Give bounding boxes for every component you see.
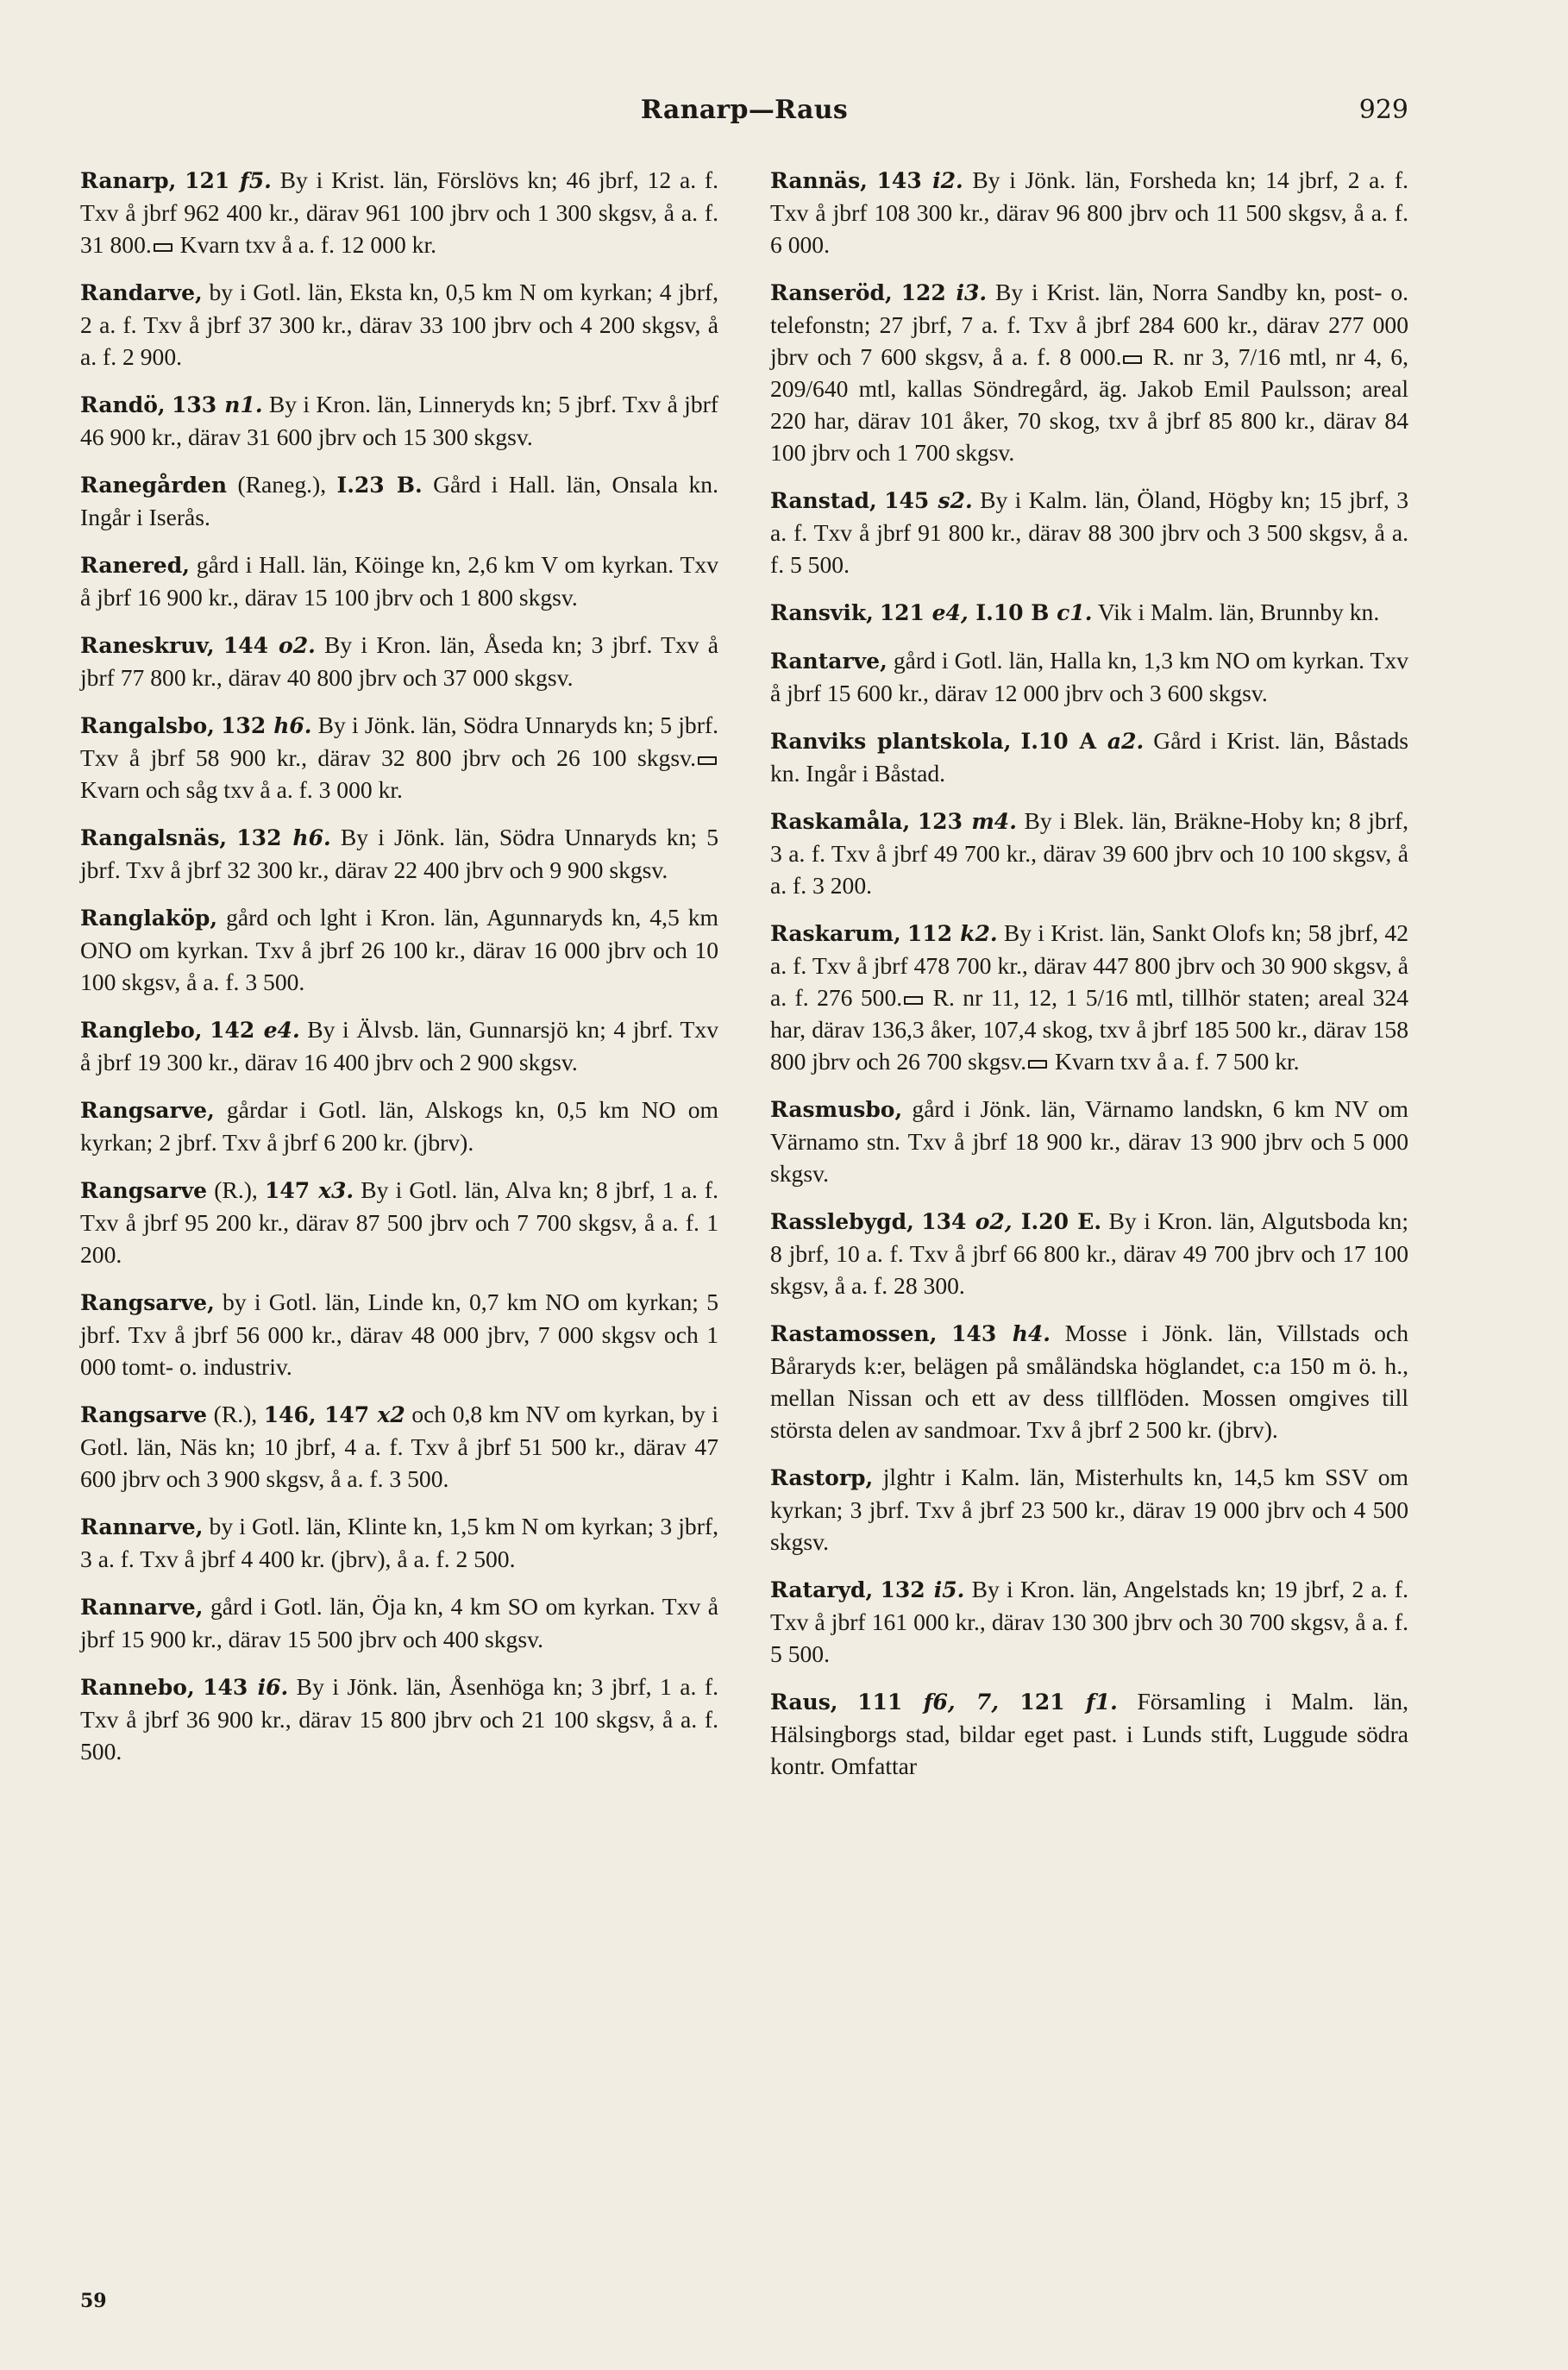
mill-symbol-icon bbox=[1123, 355, 1142, 364]
map-square: x3. bbox=[318, 1178, 354, 1203]
gazetteer-entry bbox=[770, 596, 1408, 629]
entry-text: gård i Jönk. län, Värnamo landskn, 6 km NV om Värnamo stn. Txv å jbrf 18 900 kr., därav 13 900 jbrv och 5 000 skgsv. bbox=[770, 1095, 1409, 1187]
entry-text: by i Gotl. län, Eksta kn, 0,5 km N om kyrkan; 4 jbrf, 2 a. f. Txv å jbrf 37 300 kr., därav 33 100 jbrv och 4 200 skgsv, å a. f. 2 900. bbox=[80, 279, 718, 370]
entry-headword: Ranseröd, bbox=[770, 280, 893, 305]
map-square: e4. bbox=[263, 1018, 300, 1043]
entry-text: gård i Gotl. län, Öja kn, 4 km SO om kyrkan. Txv å jbrf 15 900 kr., därav 15 500 jbrv och 400 skgsv. bbox=[80, 1593, 718, 1652]
map-reference: 122 bbox=[900, 280, 956, 305]
map-square: i2. bbox=[932, 168, 963, 193]
gazetteer-entry bbox=[770, 805, 1408, 901]
entry-headword: Ranglebo, bbox=[80, 1018, 203, 1043]
map-square: h4. bbox=[1012, 1321, 1051, 1346]
map-reference: 144 bbox=[223, 633, 279, 658]
gazetteer-entry bbox=[80, 164, 718, 260]
running-head: Ranarp—Raus bbox=[640, 95, 849, 125]
entry-text: By i Krist. län, Förslövs kn; 46 jbrf, 12 a. f. Txv å jbrf 962 400 kr., därav 961 100 jbrv och 1 300 skgsv, å a. f. 31 800. bbox=[80, 166, 719, 258]
gazetteer-entry bbox=[770, 1205, 1408, 1301]
map-square: f1. bbox=[1086, 1690, 1118, 1715]
entry-text: By i Jönk. län, Södra Unnaryds kn; 5 jbrf. Txv å jbrf 58 900 kr., därav 32 800 jbrv och 26 100 skgsv. bbox=[80, 712, 719, 771]
map-square: m4. bbox=[971, 809, 1017, 834]
entry-headword: Rannarve, bbox=[80, 1595, 204, 1620]
map-square: i6. bbox=[257, 1675, 289, 1700]
entry-text: Gård i Krist. län, Båstads kn. Ingår i Båstad. bbox=[770, 727, 1408, 787]
map-reference: 147 bbox=[264, 1178, 319, 1203]
entry-headword: Rangsarve bbox=[80, 1402, 208, 1427]
entry-headword: Rastamossen, bbox=[770, 1321, 938, 1346]
map-reference: 111 bbox=[857, 1690, 924, 1715]
map-reference: I.10 B bbox=[975, 600, 1057, 625]
entry-text: By i Blek. län, Bräkne-Hoby kn; 8 jbrf, 3 a. f. Txv å jbrf 49 700 kr., därav 39 600 jbrv och 10 100 skgsv, å a. f. 3 200. bbox=[770, 807, 1408, 899]
entry-text: Församling i Malm. län, Hälsingborgs stad, bildar eget past. i Lunds stift, Luggude södra kontr. Omfattar bbox=[770, 1688, 1408, 1779]
map-square: e4, bbox=[931, 600, 976, 625]
gazetteer-entry bbox=[80, 1174, 718, 1270]
entry-text: by i Gotl. län, Klinte kn, 1,5 km N om kyrkan; 3 jbrf, 3 a. f. Txv å jbrf 4 400 kr. (jbrv), å a. f. 2 500. bbox=[80, 1513, 718, 1572]
entry-text: jlghtr i Kalm. län, Misterhults kn, 14,5 km SSV om kyrkan; 3 jbrf. Txv å jbrf 23 500 kr., därav 19 000 jbrv och 4 500 skgsv. bbox=[770, 1464, 1408, 1555]
entry-headword: Rannebo, bbox=[80, 1675, 195, 1700]
map-reference: 123 bbox=[917, 809, 972, 834]
map-square: h6. bbox=[273, 713, 312, 738]
page-header bbox=[80, 95, 1408, 138]
gazetteer-entry bbox=[80, 1286, 718, 1382]
map-reference: 143 bbox=[951, 1321, 1013, 1346]
entry-headword: Rasslebygd, bbox=[770, 1209, 914, 1234]
entry-text: och 0,8 km NV om kyrkan, by i Gotl. län, Näs kn; 10 jbrf, 4 a. f. Txv å jbrf 51 500 kr., därav 47 600 jbrv och 3 900 skgsv, å a. f. 3 500. bbox=[80, 1401, 718, 1492]
map-reference: 143 bbox=[876, 168, 933, 193]
printer-signature: 59 bbox=[80, 2290, 107, 2312]
entry-text: (R.), bbox=[214, 1176, 265, 1203]
entry-text: gård i Gotl. län, Halla kn, 1,3 km NO om kyrkan. Txv å jbrf 15 600 kr., därav 12 000 jbrv och 3 600 skgsv. bbox=[770, 647, 1408, 706]
entry-text: Kvarn txv å a. f. 12 000 kr. bbox=[173, 231, 437, 258]
entry-text: R. nr 3, 7/16 mtl, nr 4, 6, 209/640 mtl, kallas Söndregård, äg. Jakob Emil Paulsson; areal 220 har, därav 101 åker, 70 skog, txv å jbrf 85 800 kr., därav 84 100 jbrv och 1 700 skgsv. bbox=[770, 343, 1408, 466]
map-reference: 145 bbox=[884, 488, 938, 513]
entry-text: Kvarn txv å a. f. 7 500 kr. bbox=[1049, 1048, 1300, 1075]
entry-text: By i Jönk. län, Åsenhöga kn; 3 jbrf, 1 a. f. Txv å jbrf 36 900 kr., därav 15 800 jbrv och 21 100 skgsv, å a. f. 500. bbox=[80, 1673, 719, 1765]
gazetteer-entry bbox=[80, 709, 718, 806]
entry-text: By i Krist. län, Norra Sandby kn, post- o. telefonstn; 27 jbrf, 7 a. f. Txv å jbrf 284 600 kr., därav 277 000 jbrv och 7 600 skgsv, å a. f. 8 000. bbox=[770, 279, 1409, 370]
map-reference: 146, 147 bbox=[263, 1402, 378, 1427]
gazetteer-entry bbox=[80, 629, 718, 693]
gazetteer-entry bbox=[770, 644, 1408, 709]
entry-headword: Rangalsbo, bbox=[80, 713, 215, 738]
gazetteer-entry bbox=[770, 276, 1408, 468]
mill-symbol-icon bbox=[1028, 1060, 1047, 1069]
entry-text: By i Kalm. län, Öland, Högby kn; 15 jbrf, 3 a. f. Txv å jbrf 91 800 kr., därav 88 300 jbrv och 3 500 skgsv, å a. f. 5 500. bbox=[770, 486, 1408, 578]
entry-headword: Rasmusbo, bbox=[770, 1097, 903, 1122]
entry-headword: Ranered, bbox=[80, 553, 190, 578]
map-reference: 132 bbox=[880, 1577, 934, 1602]
gazetteer-entry bbox=[80, 901, 718, 998]
map-reference: I.20 E. bbox=[1020, 1209, 1102, 1234]
entry-text: By i Jönk. län, Forsheda kn; 14 jbrf, 2 a. f. Txv å jbrf 108 300 kr., därav 96 800 jbrv och 11 500 skgsv, å a. f. 6 000. bbox=[770, 166, 1409, 258]
entry-text: R. nr 11, 12, 1 5/16 mtl, tillhör staten; areal 324 har, därav 136,3 åker, 107,4 skog, txv å jbrf 185 500 kr., därav 158 800 jbrv och 26 700 skgsv. bbox=[770, 984, 1409, 1075]
entry-headword: Ranviks plantskola, bbox=[770, 729, 1012, 754]
gazetteer-entry bbox=[770, 1573, 1408, 1670]
map-square: s2. bbox=[938, 488, 973, 513]
entry-headword: Raneskruv, bbox=[80, 633, 215, 658]
entry-text: By i Kron. län, Angelstads kn; 19 jbrf, 2 a. f. Txv å jbrf 161 000 kr., därav 130 300 jbrv och 30 700 skgsv, å a. f. 5 500. bbox=[770, 1576, 1408, 1667]
entry-headword: Ranstad, bbox=[770, 488, 877, 513]
map-reference: 132 bbox=[221, 713, 274, 738]
entry-headword: Rantarve, bbox=[770, 649, 887, 674]
map-square: h6. bbox=[292, 825, 331, 850]
map-square: f5. bbox=[239, 168, 272, 193]
entry-text: (R.), bbox=[213, 1401, 264, 1427]
entry-headword: Ranarp, bbox=[80, 168, 177, 193]
map-square: x2 bbox=[377, 1402, 405, 1427]
map-reference: 121 bbox=[185, 168, 240, 193]
map-reference: 143 bbox=[203, 1675, 258, 1700]
entry-headword: Rangsarve, bbox=[80, 1290, 215, 1315]
gazetteer-entry bbox=[770, 724, 1408, 789]
gazetteer-entry bbox=[80, 1671, 718, 1767]
entry-text: gård och lght i Kron. län, Agunnaryds kn, 4,5 km ONO om kyrkan. Txv å jbrf 26 100 kr., därav 16 000 jbrv och 10 100 skgsv, å a. f. 3 500. bbox=[80, 904, 718, 995]
entry-headword: Raskamåla, bbox=[770, 809, 911, 834]
entry-headword: Raskarum, bbox=[770, 921, 901, 946]
entry-text: By i Kron. län, Linneryds kn; 5 jbrf. Txv å jbrf 46 900 kr., därav 31 600 jbrv och 15 300 skgsv. bbox=[80, 391, 718, 450]
gazetteer-entry bbox=[770, 164, 1408, 260]
entry-text: Kvarn och såg txv å a. f. 3 000 kr. bbox=[80, 776, 403, 803]
entry-headword: Randarve, bbox=[80, 280, 203, 305]
entry-text: By i Kron. län, Algutsboda kn; 8 jbrf, 10 a. f. Txv å jbrf 66 800 kr., därav 49 700 jbrv och 17 100 skgsv, å a. f. 28 300. bbox=[770, 1207, 1408, 1299]
entry-headword: Rannäs, bbox=[770, 168, 868, 193]
mill-symbol-icon bbox=[904, 996, 923, 1005]
entry-text: By i Kron. län, Åseda kn; 3 jbrf. Txv å jbrf 77 800 kr., därav 40 800 jbrv och 37 000 skgsv. bbox=[80, 631, 718, 691]
entry-headword: Rataryd, bbox=[770, 1577, 874, 1602]
entry-headword: Ransvik, bbox=[770, 600, 874, 625]
right-column bbox=[770, 164, 1408, 1797]
gazetteer-entry bbox=[80, 276, 718, 373]
gazetteer-entry bbox=[770, 484, 1408, 580]
gazetteer-entry bbox=[80, 1094, 718, 1158]
entry-text: by i Gotl. län, Linde kn, 0,7 km NO om kyrkan; 5 jbrf. Txv å jbrf 56 000 kr., därav 48 000 jbrv, 7 000 skgsv och 1 000 tomt- o. industriv. bbox=[80, 1288, 718, 1380]
map-reference: 121 bbox=[879, 600, 932, 625]
entry-headword: Raus, bbox=[770, 1690, 838, 1715]
gazetteer-entry bbox=[80, 1590, 718, 1655]
map-square: a2. bbox=[1107, 729, 1145, 754]
gazetteer-entry bbox=[770, 1461, 1408, 1558]
entry-text: By i Älvsb. län, Gunnarsjö kn; 4 jbrf. Txv å jbrf 19 300 kr., därav 16 400 jbrv och 2 900 skgsv. bbox=[80, 1016, 719, 1075]
entry-headword: Randö, bbox=[80, 392, 166, 417]
entry-text: Gård i Hall. län, Onsala kn. Ingår i Iserås. bbox=[80, 471, 718, 530]
map-square: o2, bbox=[975, 1209, 1021, 1234]
entry-text: By i Krist. län, Sankt Olofs kn; 58 jbrf, 42 a. f. Txv å jbrf 478 700 kr., därav 447 800 jbrv och 30 900 skgsv, å a. f. 276 500. bbox=[770, 919, 1408, 1011]
entry-text: (Raneg.), bbox=[237, 471, 337, 498]
gazetteer-entry bbox=[80, 549, 718, 613]
entry-text: gård i Hall. län, Köinge kn, 2,6 km V om kyrkan. Txv å jbrf 16 900 kr., därav 15 100 jbrv och 1 800 skgsv. bbox=[80, 551, 718, 611]
map-reference: 134 bbox=[921, 1209, 975, 1234]
entry-headword: Rannarve, bbox=[80, 1514, 204, 1539]
map-reference: I.23 B. bbox=[336, 473, 423, 498]
map-reference: 132 bbox=[236, 825, 293, 850]
entry-headword: Rangsarve, bbox=[80, 1098, 215, 1123]
entry-headword: Rangsarve bbox=[80, 1178, 208, 1203]
entry-text: gårdar i Gotl. län, Alskogs kn, 0,5 km NO om kyrkan; 2 jbrf. Txv å jbrf 6 200 kr. (jbrv). bbox=[80, 1096, 718, 1156]
gazetteer-entry bbox=[770, 1093, 1408, 1189]
map-square: i5. bbox=[933, 1577, 965, 1602]
gazetteer-entry bbox=[80, 1013, 718, 1078]
map-square: i3. bbox=[956, 280, 988, 305]
map-square: o2. bbox=[279, 633, 316, 658]
entry-headword: Ranglaköp, bbox=[80, 906, 218, 931]
map-reference: 142 bbox=[210, 1018, 264, 1043]
map-reference: 112 bbox=[906, 921, 961, 946]
entry-text: Vik i Malm. län, Brunnby kn. bbox=[1092, 599, 1380, 625]
gazetteer-entry bbox=[80, 1510, 718, 1575]
left-column bbox=[80, 164, 718, 1783]
gazetteer-entry bbox=[80, 1398, 718, 1495]
entry-text: By i Gotl. län, Alva kn; 8 jbrf, 1 a. f. Txv å jbrf 95 200 kr., därav 87 500 jbrv och 7 700 skgsv, å a. f. 1 200. bbox=[80, 1176, 718, 1268]
entry-headword: Rangalsnäs, bbox=[80, 825, 228, 850]
page-number: 929 bbox=[1358, 95, 1408, 125]
map-square: n1. bbox=[224, 392, 263, 417]
entry-headword: Rastorp, bbox=[770, 1465, 874, 1490]
entry-text: Mosse i Jönk. län, Villstads och Båraryds k:er, belägen på småländska höglandet, c:a 150 m ö. h., mellan Nissan och ett av dess tillflöden. Mossen omgives till största delen av sandmoar. Txv å jbrf 2 500 kr. (jbrv). bbox=[770, 1320, 1408, 1443]
gazetteer-entry bbox=[80, 468, 718, 533]
mill-symbol-icon bbox=[154, 243, 172, 252]
map-square: f6, 7, bbox=[923, 1690, 1020, 1715]
gazetteer-entry bbox=[770, 1317, 1408, 1445]
map-square: k2. bbox=[960, 921, 998, 946]
entry-headword: Ranegården bbox=[80, 473, 228, 498]
gazetteer-entry bbox=[770, 1685, 1408, 1782]
map-reference: 133 bbox=[171, 392, 225, 417]
gazetteer-entry bbox=[80, 388, 718, 453]
map-reference: I.10 A bbox=[1020, 729, 1107, 754]
mill-symbol-icon bbox=[698, 756, 717, 765]
map-square: c1. bbox=[1057, 600, 1093, 625]
gazetteer-entry bbox=[770, 917, 1408, 1077]
map-reference: 121 bbox=[1019, 1690, 1086, 1715]
entry-text: By i Jönk. län, Södra Unnaryds kn; 5 jbrf. Txv å jbrf 32 300 kr., därav 22 400 jbrv och 9 900 skgsv. bbox=[80, 824, 718, 883]
gazetteer-entry bbox=[80, 821, 718, 886]
